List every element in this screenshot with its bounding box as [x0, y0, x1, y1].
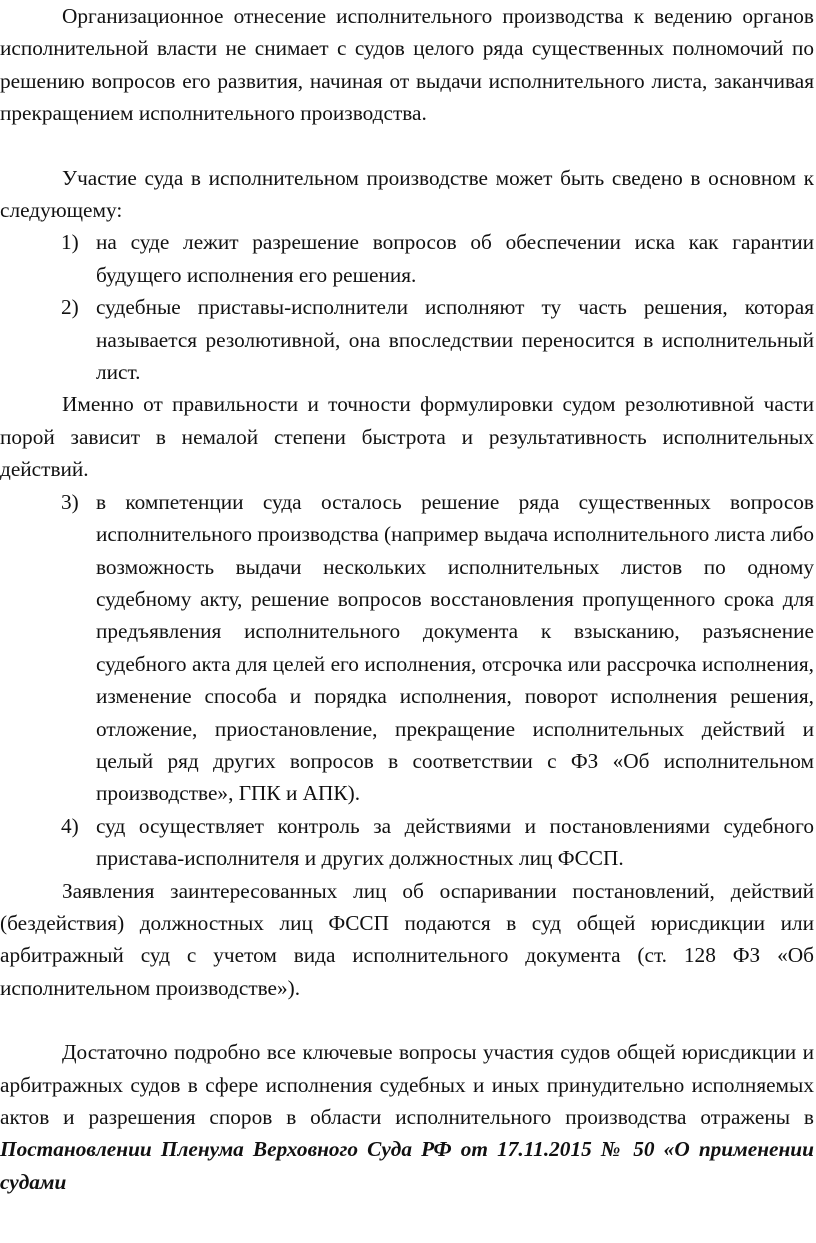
- paragraph-gap: [0, 1004, 814, 1036]
- list-court-roles-b: [0, 486, 814, 875]
- paragraph-court-participation: Участие суда в исполнительном производстве может быть сведено в основном к следующему:: [0, 165, 814, 223]
- list-item-text: на суде лежит разрешение вопросов об обеспечении иска как гарантии будущего исполнения его решения.: [96, 230, 814, 287]
- list-item: [0, 810, 814, 875]
- list-item-number: 4): [61, 813, 79, 838]
- paragraph-text: Достаточно подробно все ключевые вопросы участия судов общей юрисдикции и арбитражных судов в сфере исполнения судебных и иных принудительно исполняемых актов и разрешения споров в области исполнительного производства отражены в: [0, 1040, 814, 1129]
- list-item: [0, 226, 814, 291]
- list-item-text: судебные приставы-исполнители исполняют ту часть решения, которая называется резолютивной, она впоследствии переносится в исполнительный лист.: [96, 295, 814, 385]
- paragraph-gap: [0, 130, 814, 162]
- list-item-number: 3): [61, 489, 79, 514]
- list-item-number: 2): [61, 295, 79, 320]
- list-item-number: 1): [61, 230, 79, 255]
- list-item: [0, 486, 814, 810]
- paragraph-precision: Именно от правильности и точности формулировки судом резолютивной части порой зависит в немалой степени быстрота и результативность исполнительных действий.: [0, 392, 814, 482]
- paragraph-plenum-reference: [0, 1036, 814, 1198]
- plenum-resolution-title: Постановлении Пленума Верховного Суда РФ от 17.11.2015 № 50 «О применении судами: [0, 1137, 814, 1194]
- paragraph-organizational: Организационное отнесение исполнительного производства к ведению органов исполнительной власти не снимает с судов целого ряда существенных полномочий по решению вопросов его развития, начиная от выдачи исполнительного листа, заканчивая прекращением исполнительного производства.: [0, 4, 814, 126]
- list-court-roles-a: [0, 226, 814, 388]
- list-item-text: суд осуществляет контроль за действиями и постановлениями судебного пристава-исполнителя и других должностных лиц ФССП.: [96, 813, 814, 871]
- list-item-text: в компетенции суда осталось решение ряда существенных вопросов исполнительного производства (например выдача исполнительного листа либо возможность выдачи нескольких исполнительных листов по одному судебному акту, решение вопросов восстановления пропущенного срока для предъявления исполнительного документа к взысканию, разъяснение судебного акта для целей его исполнения, отсрочка или рассрочка исполнения, изменение способа и порядка исполнения, поворот исполнения решения, отложение, приостановление, прекращение исполнительных действий и целый ряд других вопросов в соответствии с ФЗ «Об исполнительном производстве», ГПК и АПК).: [96, 489, 814, 806]
- paragraph-appeals: Заявления заинтересованных лиц об оспаривании постановлений, действий (бездействия) должностных лиц ФССП подаются в суд общей юрисдикции или арбитражный суд с учетом вида исполнительного документа (ст. 128 ФЗ «Об исполнительном производстве»).: [0, 878, 814, 1000]
- list-item: [0, 291, 814, 388]
